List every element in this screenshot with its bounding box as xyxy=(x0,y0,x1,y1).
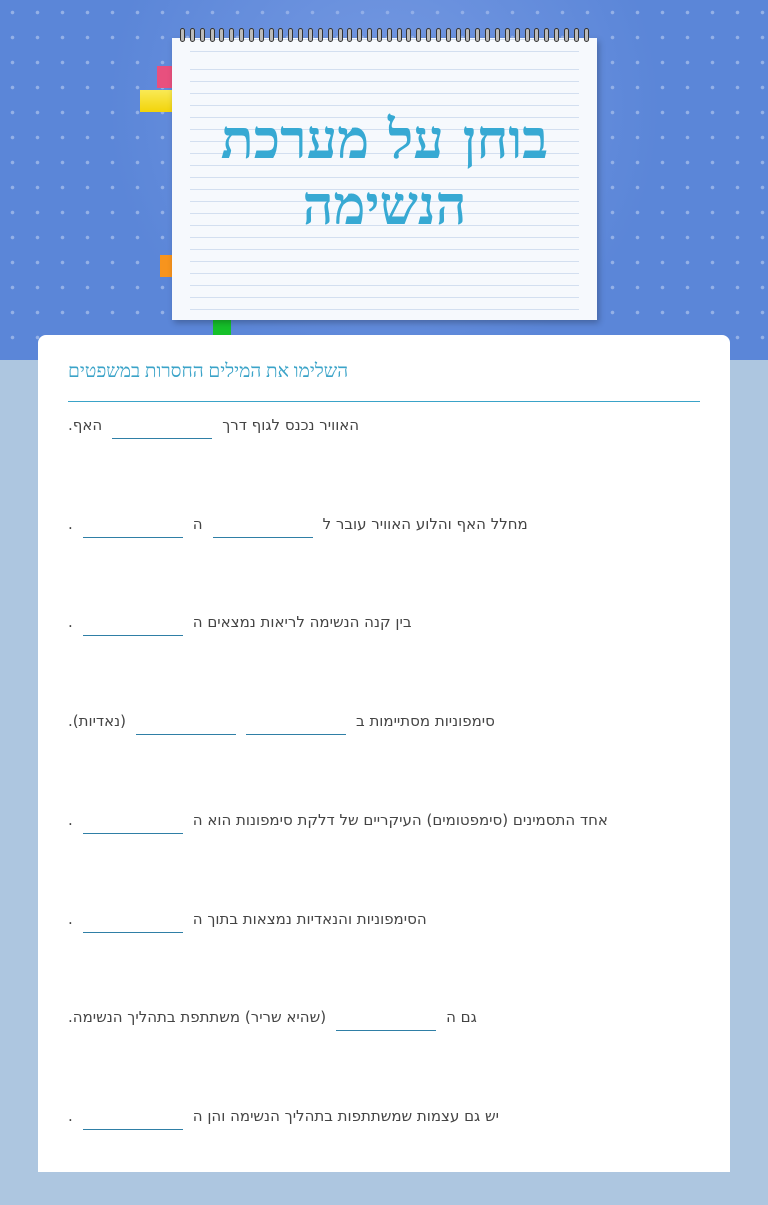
question-row xyxy=(68,1007,700,1037)
question-text: האוויר נכנס לגוף דרך xyxy=(222,416,360,434)
spiral-binding xyxy=(180,28,589,52)
spiral-ring xyxy=(446,28,451,42)
spiral-ring xyxy=(259,28,264,42)
spiral-ring xyxy=(475,28,480,42)
spiral-ring xyxy=(387,28,392,42)
spiral-ring xyxy=(308,28,313,42)
spiral-ring xyxy=(328,28,333,42)
question-text: סימפוניות מסתיימות ב xyxy=(356,712,495,731)
section-heading-text: השלימו את המילים החסרות במשפטים xyxy=(68,361,349,382)
answer-blank-input[interactable] xyxy=(213,514,313,538)
question-text: האף. xyxy=(68,416,103,434)
section-heading xyxy=(68,361,700,402)
question-row xyxy=(68,514,700,544)
spiral-ring xyxy=(288,28,293,42)
question-text: . xyxy=(68,909,73,928)
spiral-ring xyxy=(495,28,500,42)
tab-green xyxy=(213,318,231,336)
answer-blank-input[interactable] xyxy=(112,415,212,439)
page-title xyxy=(172,106,597,238)
spiral-ring xyxy=(200,28,205,42)
answer-blank-input[interactable] xyxy=(136,711,236,735)
question-text: . xyxy=(68,514,73,533)
spiral-ring xyxy=(564,28,569,42)
answer-blank-input[interactable] xyxy=(83,810,183,834)
spiral-ring xyxy=(298,28,303,42)
spiral-ring xyxy=(436,28,441,42)
spiral-ring xyxy=(210,28,215,42)
spiral-ring xyxy=(426,28,431,42)
spiral-ring xyxy=(416,28,421,42)
question-text: (שהיא שריר) משתתפת בתהליך הנשימה. xyxy=(68,1008,327,1027)
spiral-ring xyxy=(406,28,411,42)
spiral-ring xyxy=(505,28,510,42)
question-text: גם ה xyxy=(446,1008,477,1027)
spiral-ring xyxy=(456,28,461,42)
spiral-ring xyxy=(544,28,549,42)
spiral-ring xyxy=(249,28,254,42)
spiral-ring xyxy=(318,28,323,42)
answer-blank-input[interactable] xyxy=(336,1007,436,1031)
spiral-ring xyxy=(377,28,382,42)
spiral-ring xyxy=(465,28,470,42)
spiral-ring xyxy=(239,28,244,42)
spiral-ring xyxy=(278,28,283,42)
question-row xyxy=(68,415,700,445)
spiral-ring xyxy=(269,28,274,42)
question-text: אחד התסמינים (סימפטומים) העיקריים של דלקת סימפונות הוא ה xyxy=(192,810,608,829)
spiral-ring xyxy=(397,28,402,42)
spiral-ring xyxy=(367,28,372,42)
question-row xyxy=(68,909,700,939)
spiral-ring xyxy=(515,28,520,42)
question-row xyxy=(68,711,700,741)
answer-blank-input[interactable] xyxy=(83,514,183,538)
spiral-ring xyxy=(574,28,579,42)
answer-blank-input[interactable] xyxy=(83,909,183,933)
question-text: . xyxy=(68,810,73,829)
answer-blank-input[interactable] xyxy=(246,711,346,735)
spiral-ring xyxy=(347,28,352,42)
spiral-ring xyxy=(338,28,343,42)
question-text: בין קנה הנשימה לריאות נמצאים ה xyxy=(192,613,412,632)
spiral-ring xyxy=(180,28,185,42)
spiral-ring xyxy=(534,28,539,42)
spiral-ring xyxy=(485,28,490,42)
question-text: . xyxy=(68,1106,73,1125)
spiral-ring xyxy=(525,28,530,42)
spiral-ring xyxy=(219,28,224,42)
header-banner xyxy=(0,0,768,360)
spiral-ring xyxy=(584,28,589,42)
spiral-ring xyxy=(190,28,195,42)
spiral-ring xyxy=(229,28,234,42)
question-text: . xyxy=(68,613,73,632)
spiral-ring xyxy=(554,28,559,42)
answer-blank-input[interactable] xyxy=(83,1106,183,1130)
tab-yellow xyxy=(140,90,175,112)
title-line-2: הנשימה xyxy=(302,173,467,237)
notebook-illustration xyxy=(172,38,597,320)
quiz-card xyxy=(38,335,730,1172)
answer-blank-input[interactable] xyxy=(83,612,183,636)
title-line-1: בוחן על מערכת xyxy=(220,107,549,171)
spiral-ring xyxy=(357,28,362,42)
question-text: מחלל האף והלוע האוויר עובר ל xyxy=(322,514,528,533)
question-row xyxy=(68,810,700,840)
question-row xyxy=(68,1106,700,1136)
question-text: הסימפוניות והנאדיות נמצאות בתוך ה xyxy=(192,909,427,928)
question-row xyxy=(68,612,700,642)
question-text: (נאדיות). xyxy=(68,712,126,731)
question-text: ה xyxy=(192,514,203,533)
question-text: יש גם עצמות שמשתתפות בתהליך הנשימה והן ה xyxy=(192,1106,499,1125)
